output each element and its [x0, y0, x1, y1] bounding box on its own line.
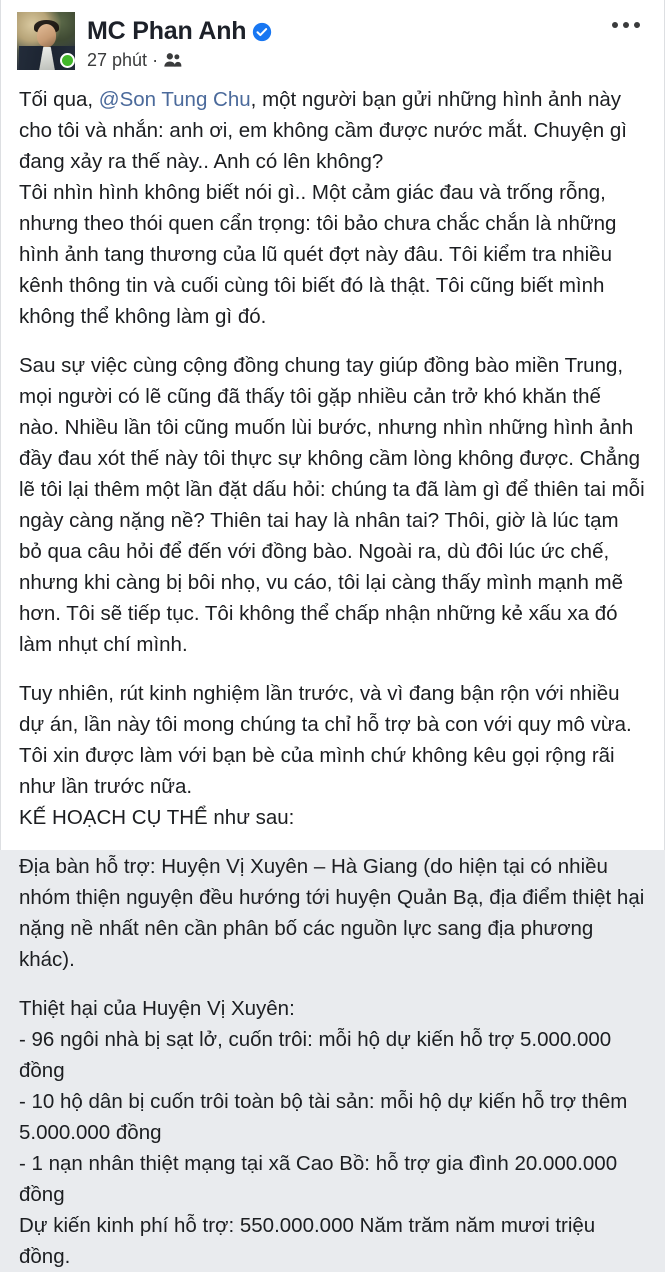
friends-icon[interactable] [163, 51, 182, 70]
avatar-wrapper[interactable] [17, 12, 75, 70]
post-paragraph [19, 993, 646, 1272]
author-name[interactable]: MC Phan Anh [87, 17, 247, 45]
post-header [1, 0, 664, 74]
post-text: Dự kiến kinh phí hỗ trợ: 550.000.000 Năm trăm năm mươi triệu đồng. [19, 1214, 596, 1269]
more-dot-3 [634, 22, 640, 28]
post-timestamp[interactable]: 27 phút [87, 49, 148, 70]
post-text: Tuy nhiên, rút kinh nghiệm lần trước, và vì đang bận rộn với nhiều dự án, lần này tôi mong chúng ta chỉ hỗ trợ bà con với quy mô vừa. Tôi xin được làm với bạn bè của mình chứ không kêu gọi rộng rãi như lần trước nữa. [19, 682, 632, 799]
avatar-face [37, 24, 57, 47]
post-text: Tối qua, [19, 88, 99, 112]
post-text: Thiệt hại của Huyện Vị Xuyên: [19, 997, 295, 1021]
post-options-menu-button[interactable] [606, 16, 646, 34]
post-text: Tôi nhìn hình không biết nói gì.. Một cảm giác đau và trống rỗng, nhưng theo thói quen cẩn trọng: tôi bảo chưa chắc chắn là những hình ảnh tang thương của lũ quét đợt này đâu. Tôi kiểm tra nhiều kênh thông tin và cuối cùng tôi biết đó là thật. Tôi cũng biết mình không thể không làm gì đó. [19, 181, 617, 329]
author-line [87, 18, 272, 46]
post-paragraph [19, 851, 646, 975]
post-text: - 1 nạn nhân thiệt mạng tại xã Cao Bồ: hỗ trợ gia đình 20.000.000 đồng [19, 1152, 618, 1207]
post-text: Địa bàn hỗ trợ: Huyện Vị Xuyên – Hà Giang (do hiện tại có nhiều nhóm thiện nguyện đều hướng tới huyện Quản Bạ, địa điểm thiệt hại nặng nề nhất nên cần phân bố các nguồn lực sang địa phương khác). [19, 855, 645, 972]
post-text: , một người bạn gửi những hình ảnh này cho tôi và nhắn: anh ơi, em không cầm được nước mắt. Chuyện gì đang xảy ra thế này.. Anh có lên không? [19, 88, 627, 174]
post-text: - 10 hộ dân bị cuốn trôi toàn bộ tài sản: mỗi hộ dự kiến hỗ trợ thêm 5.000.000 đồng [19, 1090, 628, 1145]
mention-link[interactable]: @Son Tung Chu [98, 88, 251, 112]
post-paragraph [19, 84, 646, 332]
post-text: - 96 ngôi nhà bị sạt lở, cuốn trôi: mỗi hộ dự kiến hỗ trợ 5.000.000 đồng [19, 1028, 612, 1083]
post-message-body [1, 74, 664, 1272]
verified-check-icon [252, 22, 272, 42]
post-paragraph [19, 678, 646, 833]
post-text: KẾ HOẠCH CỤ THỂ như sau: [19, 806, 295, 830]
post-meta [87, 51, 272, 71]
post-paragraph [19, 350, 646, 660]
post-header-text [87, 12, 272, 70]
meta-separator: · [152, 50, 159, 71]
post-text: Sau sự việc cùng cộng đồng chung tay giúp đồng bào miền Trung, mọi người có lẽ cũng đã thấy tôi gặp nhiều cản trở khó khăn thế nào. Nhiều lần tôi cũng muốn lùi bước, nhưng nhìn những hình ảnh đầy đau xót thế này tôi thực sự không cầm lòng không được. Chẳng lẽ tôi lại thêm một lần đặt dấu hỏi: chúng ta đã làm gì để thiên tai mỗi ngày càng nặng nề? Thiên tai hay là nhân tai? Thôi, giờ là lúc tạm bỏ qua câu hỏi để đến với đồng bào. Ngoài ra, dù đôi lúc ức chế, nhưng khi càng bị bôi nhọ, vu cáo, tôi lại càng thấy mình mạnh mẽ hơn. Tôi sẽ tiếp tục. Tôi không thể chấp nhận những kẻ xấu xa đó làm nhụt chí mình. [19, 354, 645, 657]
more-dot-1 [612, 22, 618, 28]
more-dot-2 [623, 22, 629, 28]
online-status-indicator [60, 53, 75, 68]
